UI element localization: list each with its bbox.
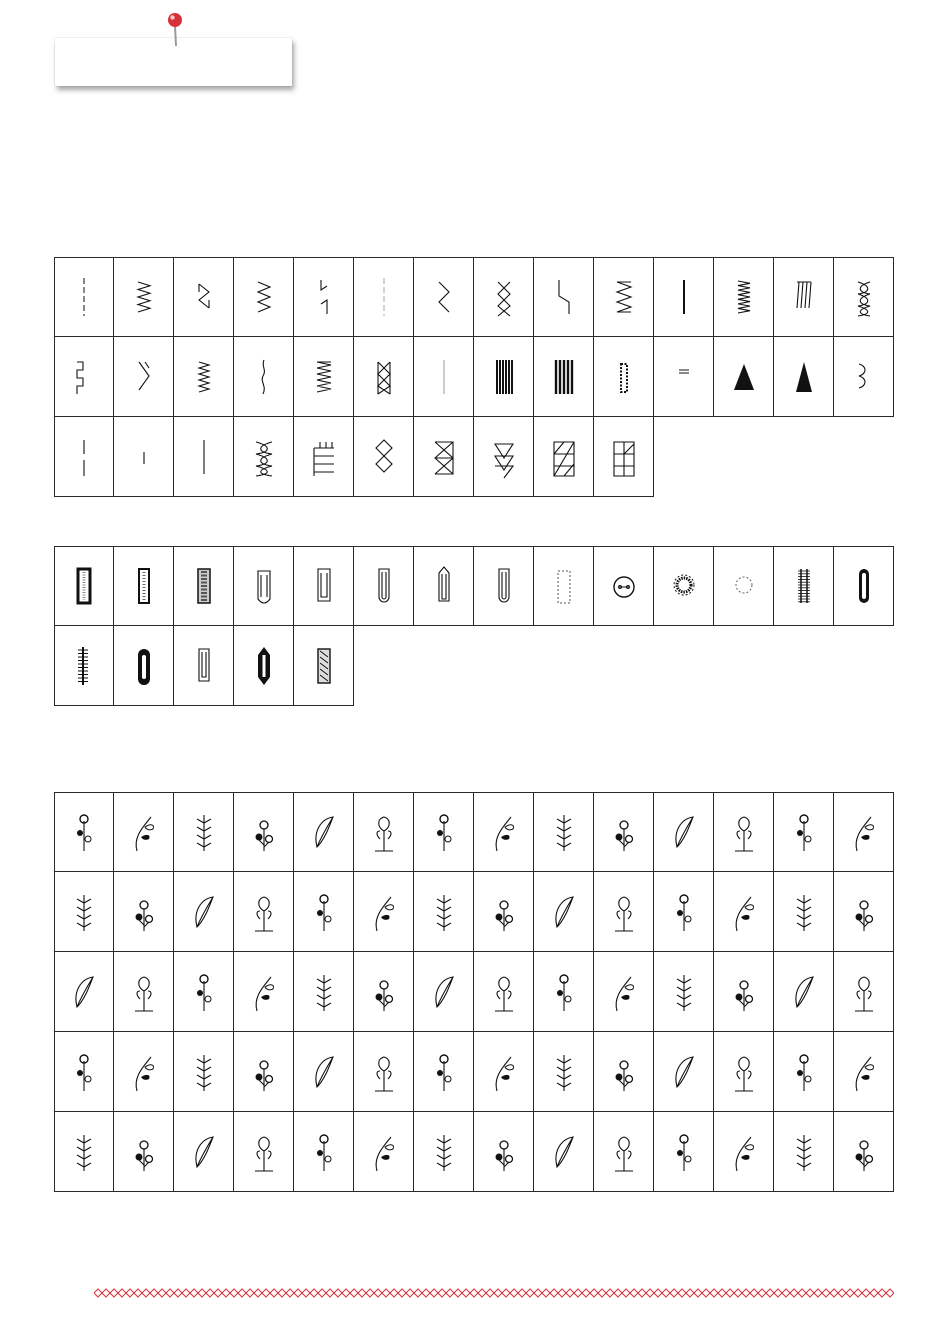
stitch-cell-s-curve xyxy=(534,872,594,952)
stitch-cell-standard-buttonhole xyxy=(54,546,114,626)
stitch-cell-figure-eight xyxy=(834,1032,894,1112)
narrow-buttonhole-icon xyxy=(127,563,161,609)
stitch-cell-tulip-pair xyxy=(54,792,114,872)
double-overlock-icon xyxy=(607,274,641,320)
stretch-icon xyxy=(307,354,341,400)
stitch-cell-rose-chain xyxy=(54,1032,114,1112)
stitch-cell-universal xyxy=(114,337,174,417)
heirloom-comb-icon xyxy=(67,643,101,689)
s-curve-icon xyxy=(547,889,581,935)
straight-stitch-buttonhole-icon xyxy=(547,563,581,609)
ric-rac-icon xyxy=(247,434,281,480)
dark-petals-icon xyxy=(187,889,221,935)
clover-icon xyxy=(607,969,641,1015)
gathering-icon xyxy=(727,274,761,320)
single-sprig-icon xyxy=(787,809,821,855)
rose-icon xyxy=(667,969,701,1015)
stitch-cell-keyhole-pointed xyxy=(414,546,474,626)
berry-pair-icon xyxy=(547,969,581,1015)
standard-buttonhole-icon xyxy=(67,563,101,609)
rose-chain-icon xyxy=(67,1049,101,1095)
mailbox-icon xyxy=(787,1129,821,1175)
stitch-cell-blindstitch xyxy=(534,257,594,337)
stitch-cell-securing-straight xyxy=(54,417,114,497)
lycra-icon xyxy=(247,354,281,400)
jersey-stitch-icon xyxy=(67,354,101,400)
bracket-leaf-icon xyxy=(367,889,401,935)
stitch-cell-leafy-branch xyxy=(474,872,534,952)
stitch-cell-tricot xyxy=(834,257,894,337)
stitch-cell-round-bartack xyxy=(114,626,174,706)
bare-tree-icon xyxy=(367,1049,401,1095)
stitch-cell-mailbox xyxy=(774,1112,834,1192)
stitch-cell-keyhole-buttonhole xyxy=(294,546,354,626)
stitch-cell-reinforced-overlock xyxy=(354,337,414,417)
stitch-cell-honeycomb xyxy=(474,257,534,337)
stitch-cell-open-lotus xyxy=(114,1112,174,1192)
keyhole-triple-icon xyxy=(367,563,401,609)
stitch-cell-paisley xyxy=(714,1032,774,1112)
stitch-cell-cactus xyxy=(414,1112,474,1192)
buttonhole-stitch-table xyxy=(54,546,894,706)
fern-pair-icon xyxy=(727,969,761,1015)
pointed-buttonhole-icon xyxy=(247,643,281,689)
stretch-overlock-icon xyxy=(787,274,821,320)
basting-icon xyxy=(427,354,461,400)
stitch-cell-mushroom xyxy=(534,1112,594,1192)
stitch-cell-swirl-s xyxy=(774,1032,834,1112)
leafy-branch-icon xyxy=(487,889,521,935)
stitch-cell-flower-chain xyxy=(834,792,894,872)
crocus-icon xyxy=(187,1129,221,1175)
stitch-cell-keyhole-triple xyxy=(354,546,414,626)
stitch-cell-decorative-buttonhole xyxy=(774,546,834,626)
round-buttonhole-icon xyxy=(247,563,281,609)
heirloom-buttonhole-icon xyxy=(487,563,521,609)
stitch-cell-cross-stitch xyxy=(414,417,474,497)
arrow-chain-icon xyxy=(787,889,821,935)
fern-arc-icon xyxy=(67,889,101,935)
stitch-cell-darning-fine xyxy=(594,337,654,417)
stitch-cell-pine xyxy=(714,1112,774,1192)
stitch-cell-rose-tall xyxy=(834,952,894,1032)
long-stitch-icon xyxy=(127,434,161,480)
stitch-cell-seed-head xyxy=(654,1032,714,1112)
swirl-s-icon xyxy=(787,1049,821,1095)
stitch-cell-dark-arc xyxy=(54,952,114,1032)
triple-straight-icon xyxy=(367,274,401,320)
stitch-cell-star-chain xyxy=(114,1032,174,1112)
stitch-cell-straight-stitch-buttonhole xyxy=(534,546,594,626)
bartack-icon xyxy=(667,354,701,400)
blindstitch-icon xyxy=(547,274,581,320)
stitch-cell-palm xyxy=(474,1112,534,1192)
stitch-cell-honeycomb-small xyxy=(354,417,414,497)
stitch-cell-blindstitch-narrow xyxy=(834,337,894,417)
stitch-cell-zigzag xyxy=(114,257,174,337)
rose-tall-icon xyxy=(847,969,881,1015)
eyelet-zigzag-icon xyxy=(667,563,701,609)
straight-stitch-icon xyxy=(67,274,101,320)
tendril-icon xyxy=(187,809,221,855)
stitch-cell-keyhole-narrow xyxy=(174,626,234,706)
butterfly-block-icon xyxy=(427,889,461,935)
stitch-cell-circle-tree xyxy=(594,1112,654,1192)
stitch-cell-bound-buttonhole xyxy=(834,546,894,626)
decorative-footer-border xyxy=(94,1287,894,1299)
stitch-cell-sunburst xyxy=(174,952,234,1032)
stitch-cell-bracket-leaf xyxy=(354,872,414,952)
paisley-icon xyxy=(727,1049,761,1095)
star-chain-icon xyxy=(127,1049,161,1095)
cross-stitch-icon xyxy=(427,434,461,480)
stitch-cell-bud-stem xyxy=(714,792,774,872)
dark-arc-icon xyxy=(67,969,101,1015)
stitch-cell-basting xyxy=(414,337,474,417)
patchwork-grid-icon xyxy=(607,434,641,480)
stitch-cell-tulip-bell xyxy=(774,952,834,1032)
zigzag-icon xyxy=(127,274,161,320)
slim-leaf-icon xyxy=(247,889,281,935)
stitch-cell-running-stitch xyxy=(234,257,294,337)
cloud-tree-icon xyxy=(667,1129,701,1175)
tulip-pair-icon xyxy=(67,809,101,855)
butterfly-icon xyxy=(427,1049,461,1095)
stitch-cell-thin-arc xyxy=(474,952,534,1032)
stitch-cell-heart-leaf xyxy=(594,872,654,952)
eyelet-straight-icon xyxy=(727,563,761,609)
stitch-cell-rose-bud xyxy=(654,872,714,952)
stitch-cell-round-buttonhole xyxy=(234,546,294,626)
vari-overlock-icon xyxy=(187,274,221,320)
blossom-sprig-icon xyxy=(727,889,761,935)
stitch-cell-ric-rac xyxy=(234,417,294,497)
keyhole-narrow-icon xyxy=(187,643,221,689)
pine-icon xyxy=(727,1129,761,1175)
button-sewing-icon xyxy=(607,563,641,609)
darning-heavy-icon xyxy=(487,354,521,400)
stitch-cell-stretch xyxy=(294,337,354,417)
stitch-cell-rose xyxy=(654,952,714,1032)
stitch-cell-vine-arc xyxy=(294,872,354,952)
stitch-cell-darning-heavy xyxy=(474,337,534,417)
mushroom-icon xyxy=(547,1129,581,1175)
palm-icon xyxy=(487,1129,521,1175)
quatrefoil-icon xyxy=(187,1049,221,1095)
stitch-cell-swirl-flower xyxy=(414,792,474,872)
stitch-cell-small-flowers xyxy=(294,792,354,872)
bell-flower-icon xyxy=(367,809,401,855)
stitch-cell-fern-arc xyxy=(54,872,114,952)
stitch-cell-stretch-bar xyxy=(294,626,354,706)
stitch-cell-big-leaf xyxy=(474,1032,534,1112)
stitch-cell-tall-sprig xyxy=(354,952,414,1032)
stitch-cell-stretch-buttonhole xyxy=(174,546,234,626)
stitch-cell-lotus xyxy=(54,1112,114,1192)
securing-program-icon xyxy=(307,274,341,320)
superstretch-icon xyxy=(667,274,701,320)
branch-dots-icon xyxy=(607,1049,641,1095)
small-flowers-icon xyxy=(307,809,341,855)
stitch-cell-feather xyxy=(294,1112,354,1192)
stitch-cell-quilt-straight xyxy=(174,417,234,497)
stitch-cell-leaf-loop xyxy=(654,792,714,872)
thin-arc-icon xyxy=(487,969,521,1015)
dandelion-icon xyxy=(547,1049,581,1095)
stitch-cell-patchwork-grid xyxy=(594,417,654,497)
herringbone-icon xyxy=(307,969,341,1015)
circle-tree-icon xyxy=(607,1129,641,1175)
round-bartack-icon xyxy=(127,643,161,689)
stitch-cell-fly-stitch-narrow xyxy=(774,337,834,417)
rose-bud-icon xyxy=(667,889,701,935)
big-leaf-icon xyxy=(487,1049,521,1095)
stitch-cell-triple-straight xyxy=(354,257,414,337)
stitch-cell-herringbone xyxy=(294,952,354,1032)
stitch-cell-fly-stitch-wide xyxy=(714,337,774,417)
honeycomb-small-icon xyxy=(367,434,401,480)
stitch-cell-spiral-vine xyxy=(294,1032,354,1112)
stitch-cell-double-overlock xyxy=(594,257,654,337)
overlock-fringe-icon xyxy=(307,434,341,480)
stitch-cell-pointed-buttonhole xyxy=(234,626,294,706)
patchwork-diagonal-icon xyxy=(547,434,581,480)
seed-head-icon xyxy=(667,1049,701,1095)
stitch-cell-triple-zigzag xyxy=(414,257,474,337)
stitch-cell-stem-flower xyxy=(834,1112,894,1192)
quilt-straight-icon xyxy=(187,434,221,480)
cactus-icon xyxy=(427,1129,461,1175)
stitch-cell-clover xyxy=(594,952,654,1032)
stitch-cell-superstretch xyxy=(654,257,714,337)
stitch-cell-gathering xyxy=(714,257,774,337)
stitch-cell-bare-tree xyxy=(354,1032,414,1112)
lotus-icon xyxy=(67,1129,101,1175)
reinforced-overlock-icon xyxy=(367,354,401,400)
crown-bud-icon xyxy=(247,809,281,855)
stitch-cell-darning-reinforced xyxy=(534,337,594,417)
stitch-cell-slim-leaf xyxy=(234,872,294,952)
stitch-cell-bell-flower xyxy=(354,792,414,872)
running-stitch-icon xyxy=(247,274,281,320)
palm-frond-icon xyxy=(247,969,281,1015)
stitch-cell-crocus xyxy=(174,1112,234,1192)
practical-stitch-table xyxy=(54,257,894,497)
bud-stem-icon xyxy=(727,809,761,855)
open-lotus-icon xyxy=(127,1129,161,1175)
universal-icon xyxy=(127,354,161,400)
stitch-cell-single-sprig xyxy=(774,792,834,872)
cross-chain-icon xyxy=(847,889,881,935)
butterfly-flower-icon xyxy=(247,1049,281,1095)
triangle-stitch-icon xyxy=(487,434,521,480)
stitch-cell-quatrefoil xyxy=(174,1032,234,1112)
securing-straight-icon xyxy=(67,434,101,480)
feather-icon xyxy=(307,1129,341,1175)
stitch-cell-straight-stitch xyxy=(54,257,114,337)
stitch-cell-bartack xyxy=(654,337,714,417)
stitch-cell-sewn-out-zigzag xyxy=(174,337,234,417)
stitch-cell-crescent xyxy=(114,952,174,1032)
stitch-cell-dandelion xyxy=(534,1032,594,1112)
stitch-cell-patchwork-diagonal xyxy=(534,417,594,497)
stitch-cell-fan-leaf xyxy=(594,792,654,872)
tall-sprig-icon xyxy=(367,969,401,1015)
stitch-cell-lycra xyxy=(234,337,294,417)
leaf-loop-icon xyxy=(667,809,701,855)
figure-eight-icon xyxy=(847,1049,881,1095)
stitch-cell-button-sewing xyxy=(594,546,654,626)
stitch-cell-stretch-overlock xyxy=(774,257,834,337)
flower-chain-icon xyxy=(847,809,881,855)
stitch-cell-fan-arc xyxy=(114,872,174,952)
darning-fine-icon xyxy=(607,354,641,400)
stitch-cell-daisy-pair xyxy=(114,792,174,872)
stitch-cell-flower-sprig xyxy=(354,1112,414,1192)
stitch-cell-branch-flower xyxy=(474,792,534,872)
sunburst-icon xyxy=(187,969,221,1015)
blindstitch-narrow-icon xyxy=(847,354,881,400)
flower-sprig-icon xyxy=(367,1129,401,1175)
stitch-cell-securing-program xyxy=(294,257,354,337)
fly-stitch-wide-icon xyxy=(727,354,761,400)
decorative-stitch-table xyxy=(54,792,894,1192)
stitch-cell-vari-overlock xyxy=(174,257,234,337)
stitch-cell-crown-bud xyxy=(234,792,294,872)
stitch-cell-dark-petals xyxy=(174,872,234,952)
swirl-flower-icon xyxy=(427,809,461,855)
fan-leaf-icon xyxy=(607,809,641,855)
stitch-cell-blossom-sprig xyxy=(714,872,774,952)
stitch-cell-eyelet-zigzag xyxy=(654,546,714,626)
stitch-cell-heirloom-comb xyxy=(54,626,114,706)
stitch-cell-butterfly xyxy=(414,1032,474,1112)
triple-zigzag-icon xyxy=(427,274,461,320)
stitch-cell-butterfly-block xyxy=(414,872,474,952)
stitch-cell-cloud-tree xyxy=(654,1112,714,1192)
stitch-cell-berry-pair xyxy=(534,952,594,1032)
vine-arc-icon xyxy=(307,889,341,935)
keyhole-pointed-icon xyxy=(427,563,461,609)
stem-flower-icon xyxy=(847,1129,881,1175)
stitch-cell-triangle-stitch xyxy=(474,417,534,497)
stitch-cell-long-stitch xyxy=(114,417,174,497)
wave-leaf-icon xyxy=(547,809,581,855)
fly-stitch-narrow-icon xyxy=(787,354,821,400)
stitch-cell-overlock-fringe xyxy=(294,417,354,497)
stitch-cell-tendril xyxy=(174,792,234,872)
stitch-cell-vine-leaf xyxy=(414,952,474,1032)
branch-flower-icon xyxy=(487,809,521,855)
keyhole-buttonhole-icon xyxy=(307,563,341,609)
darning-reinforced-icon xyxy=(547,354,581,400)
tulip-bell-icon xyxy=(787,969,821,1015)
stitch-cell-heirloom-buttonhole xyxy=(474,546,534,626)
bound-buttonhole-icon xyxy=(847,563,881,609)
crescent-icon xyxy=(127,969,161,1015)
stitch-cell-palm-frond xyxy=(234,952,294,1032)
tricot-icon xyxy=(847,274,881,320)
wide-lotus-icon xyxy=(247,1129,281,1175)
honeycomb-icon xyxy=(487,274,521,320)
decorative-buttonhole-icon xyxy=(787,563,821,609)
stitch-cell-fern-pair xyxy=(714,952,774,1032)
heart-leaf-icon xyxy=(607,889,641,935)
stitch-cell-wave-leaf xyxy=(534,792,594,872)
stitch-cell-butterfly-flower xyxy=(234,1032,294,1112)
daisy-pair-icon xyxy=(127,809,161,855)
stitch-cell-eyelet-straight xyxy=(714,546,774,626)
fan-arc-icon xyxy=(127,889,161,935)
vine-leaf-icon xyxy=(427,969,461,1015)
spiral-vine-icon xyxy=(307,1049,341,1095)
stretch-bar-icon xyxy=(307,643,341,689)
stitch-cell-wide-lotus xyxy=(234,1112,294,1192)
stitch-cell-cross-chain xyxy=(834,872,894,952)
stitch-cell-jersey-stitch xyxy=(54,337,114,417)
stretch-buttonhole-icon xyxy=(187,563,221,609)
sewn-out-zigzag-icon xyxy=(187,354,221,400)
stitch-cell-arrow-chain xyxy=(774,872,834,952)
stitch-cell-narrow-buttonhole xyxy=(114,546,174,626)
stitch-cell-branch-dots xyxy=(594,1032,654,1112)
push-pin-icon xyxy=(164,10,186,48)
